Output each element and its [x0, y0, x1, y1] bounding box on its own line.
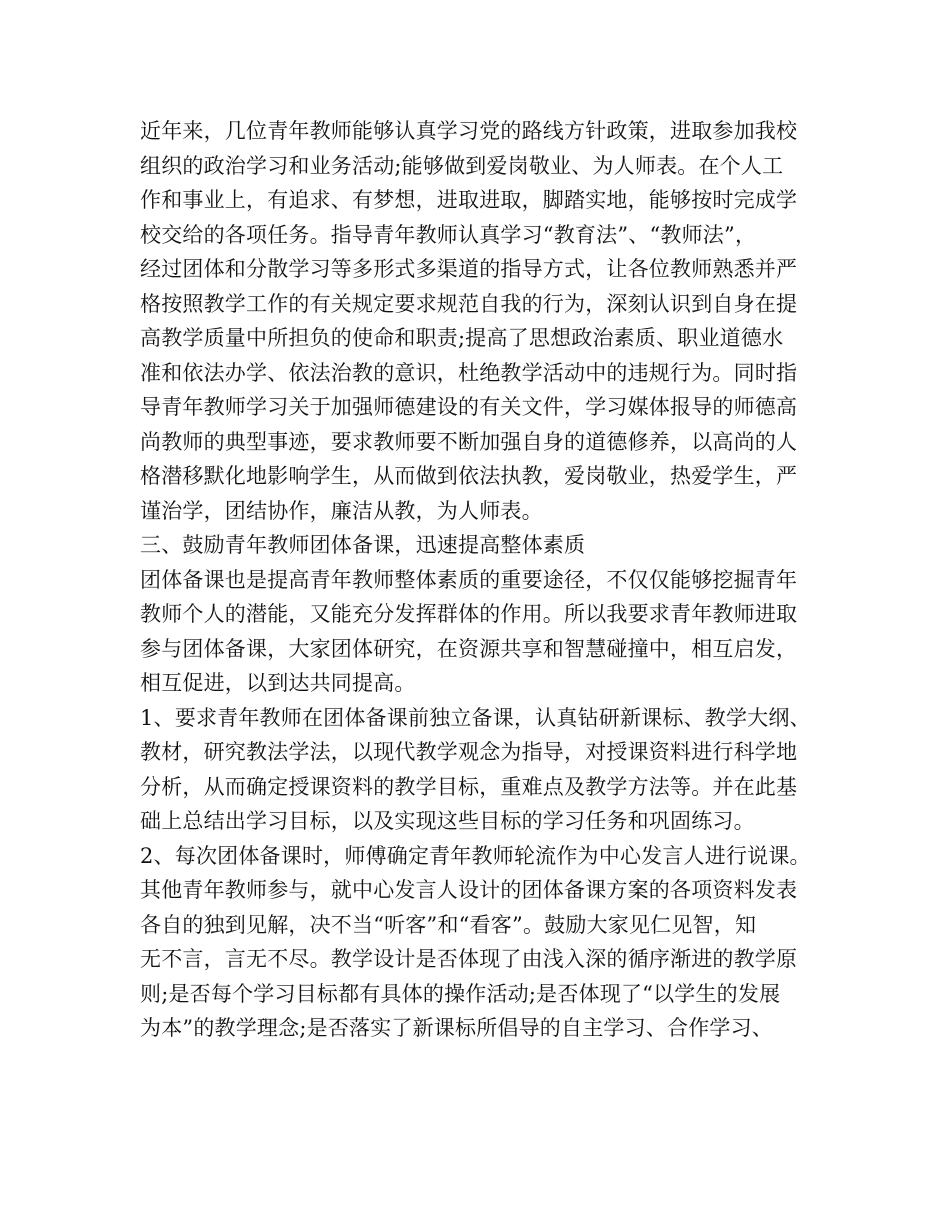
text-line: 作和事业上，有追求、有梦想，进取进取，脚踏实地，能够按时完成学	[140, 188, 798, 212]
text-line: 谨治学，团结协作，廉洁从教，为人师表。	[140, 498, 543, 523]
text-line: 参与团体备课，大家团体研究，在资源共享和智慧碰撞中，相互启发，	[140, 636, 798, 661]
text-line: 础上总结出学习目标，以及实现这些目标的学习任务和巩固练习。	[140, 809, 755, 833]
section-heading: 三、鼓励青年教师团体备课，迅速提高整体素质	[140, 533, 586, 557]
text-line: 教师个人的潜能，又能充分发挥群体的作用。所以我要求青年教师进取	[140, 602, 798, 626]
text-line: 教材，研究教法学法，以现代教学观念为指导，对授课资料进行科学地	[140, 740, 798, 764]
text-line: 其他青年教师参与，就中心发言人设计的团体备课方案的各项资料发表	[140, 878, 798, 902]
text-line: 近年来，几位青年教师能够认真学习党的路线方针政策，进取参加我校	[140, 119, 798, 143]
text-line: 格潜移默化地影响学生，从而做到依法执教，爱岗敬业，热爱学生，严	[140, 464, 798, 488]
text-line: 导青年教师学习关于加强师德建设的有关文件，学习媒体报导的师德高	[140, 395, 798, 419]
text-line: 高教学质量中所担负的使命和职责;提高了思想政治素质、职业道德水	[140, 326, 784, 350]
text-line: 则;是否每个学习目标都有具体的操作活动;是否体现了“以学生的发展	[140, 981, 781, 1006]
text-line: 尚教师的典型事迹，要求教师要不断加强自身的道德修养，以高尚的人	[140, 429, 798, 454]
list-item-1: 1、要求青年教师在团体备课前独立备课，认真钻研新课标、教学大纲、	[140, 705, 811, 730]
text-line: 组织的政治学习和业务活动;能够做到爱岗敬业、为人师表。在个人工	[140, 153, 784, 178]
list-item-2: 2、每次团体备课时，师傅确定青年教师轮流作为中心发言人进行说课。	[140, 843, 811, 868]
text-line: 团体备课也是提高青年教师整体素质的重要途径，不仅仅能够挖掘青年	[140, 567, 798, 592]
text-line: 分析，从而确定授课资料的教学目标，重难点及教学方法等。并在此基	[140, 774, 798, 799]
text-line: 准和依法办学、依法治教的意识，杜绝教学活动中的违规行为。同时指	[140, 360, 798, 385]
text-line: 校交给的各项任务。指导青年教师认真学习“教育法”、“教师法”，	[140, 222, 757, 247]
text-line: 无不言，言无不尽。教学设计是否体现了由浅入深的循序渐进的教学原	[140, 947, 798, 971]
text-line: 相互促进，以到达共同提高。	[140, 671, 416, 695]
text-line: 格按照教学工作的有关规定要求规范自我的行为，深刻认识到自身在提	[140, 291, 798, 316]
text-line: 为本”的教学理念;是否落实了新课标所倡导的自主学习、合作学习、	[140, 1016, 774, 1040]
text-line: 各自的独到见解，决不当“听客”和“看客”。鼓励大家见仁见智，知	[140, 912, 757, 937]
text-line: 经过团体和分散学习等多形式多渠道的指导方式，让各位教师熟悉并严	[140, 257, 798, 281]
document-body	[140, 114, 830, 1046]
